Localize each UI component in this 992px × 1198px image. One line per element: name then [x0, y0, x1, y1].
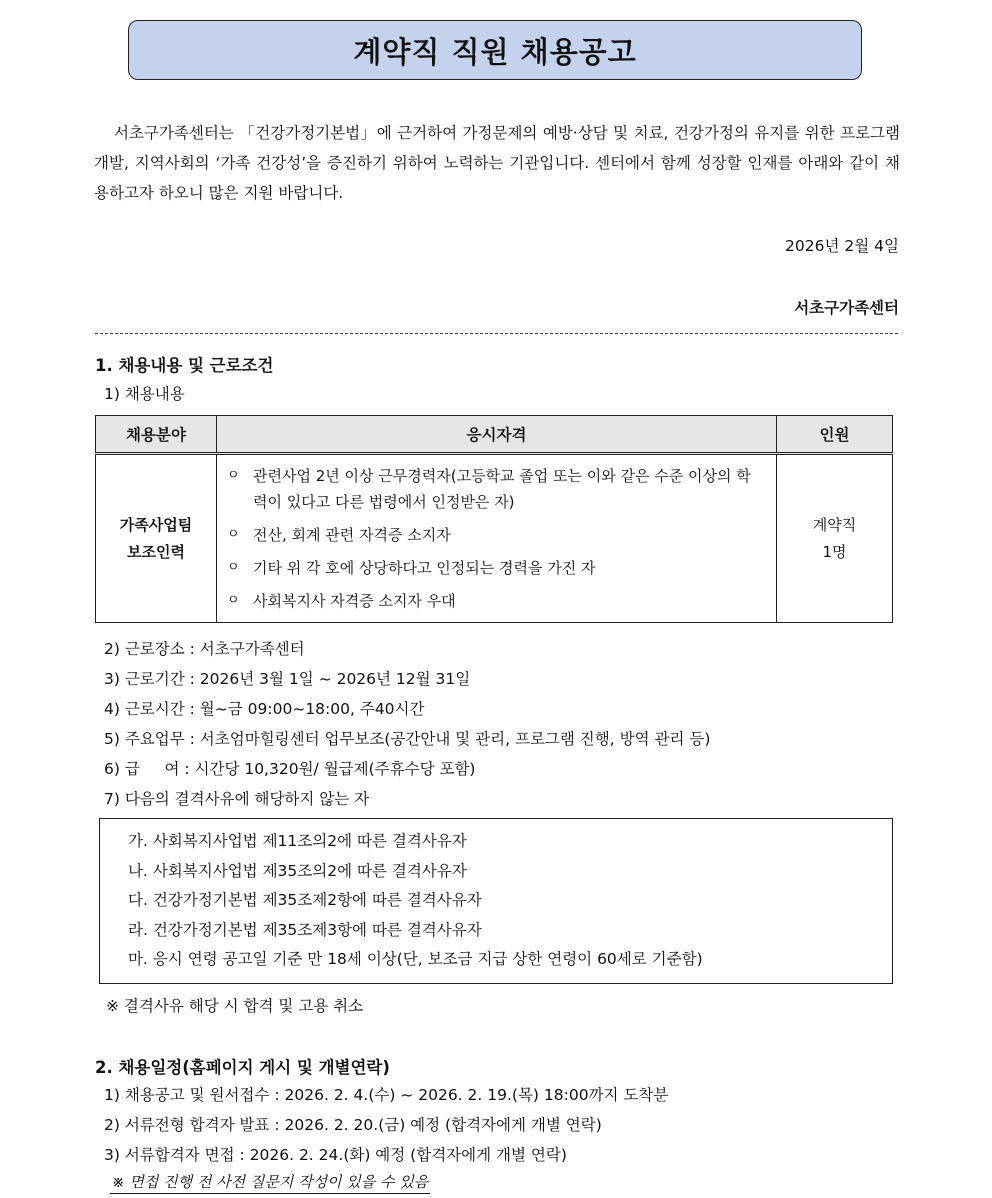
table-row: [96, 454, 893, 623]
organization-name: 서초구가족센터: [794, 299, 899, 317]
subsection-recruit-content: 1) 채용내용: [104, 385, 185, 403]
disqualification-item: 가. 사회복지사업법 제11조의2에 따른 결격사유자: [128, 832, 467, 850]
condition-item: 7) 다음의 결격사유에 해당하지 않는 자: [104, 790, 370, 808]
header-qualification: 응시자격: [217, 416, 777, 454]
header-field: 채용분야: [96, 416, 217, 454]
circle-bullet-icon: ㅇ: [227, 527, 240, 542]
circle-bullet-icon: ㅇ: [227, 468, 240, 483]
recruitment-table: [95, 415, 893, 623]
condition-item: 6) 급 여 : 시간당 10,320원/ 월급제(주휴수당 포함): [104, 760, 476, 778]
disqualification-item: 마. 응시 연령 공고일 기준 만 18세 이상(단, 보조금 지급 상한 연령이 60세로 기준함): [128, 950, 703, 968]
dashed-divider: [95, 333, 898, 334]
count-cell: [777, 454, 893, 623]
intro-paragraph: 서초구가족센터는 「건강가정기본법」에 근거하여 가정문제의 예방·상담 및 치료, 건강가정의 유지를 위한 프로그램 개발, 지역사회의 ‘가족 건강성’을 증진하기 위하여 노력하는 기관입니다. 센터에서 함께 성장할 인재를 아래와 같이 채용하고자 하오니 많은 지원 바랍니다.: [94, 124, 900, 202]
qualification-text: 전산, 회계 관련 자격증 소지자: [253, 526, 451, 544]
circle-bullet-icon: ㅇ: [227, 560, 240, 575]
count-line: 계약직: [812, 515, 857, 534]
interview-note: ※ 면접 진행 전 사전 질문지 작성이 있을 수 있음: [110, 1171, 430, 1194]
announcement-date: 2026년 2월 4일: [785, 237, 899, 255]
qualification-item: [227, 463, 762, 515]
qualification-text: 사회복지사 자격증 소지자 우대: [253, 592, 456, 610]
page-title: 계약직 직원 채용공고: [353, 34, 637, 69]
field-line: 보조인력: [127, 542, 185, 561]
section-1-heading: 1. 채용내용 및 근로조건: [95, 356, 274, 375]
schedule-item: 2) 서류전형 합격자 발표 : 2026. 2. 20.(금) 예정 (합격자에게 개별 연락): [104, 1116, 602, 1134]
circle-bullet-icon: ㅇ: [227, 593, 240, 608]
disqualification-note: ※ 결격사유 해당 시 합격 및 고용 취소: [106, 997, 364, 1015]
condition-item: 5) 주요업무 : 서초엄마힐링센터 업무보조(공간안내 및 관리, 프로그램 진행, 방역 관리 등): [104, 730, 711, 748]
table-header-row: [96, 416, 893, 454]
disqualification-box: [99, 818, 893, 984]
disqualification-item: 나. 사회복지사업법 제35조의2에 따른 결격사유자: [128, 861, 467, 880]
section-2-heading: 2. 채용일정(홈페이지 게시 및 개별연락): [95, 1058, 390, 1077]
count-line: 1명: [822, 542, 847, 561]
schedule-item: 3) 서류합격자 면접 : 2026. 2. 24.(화) 예정 (합격자에게 개별 연락): [104, 1146, 567, 1164]
header-count: 인원: [777, 416, 893, 454]
title-banner: [128, 20, 862, 80]
qualification-cell: [217, 454, 777, 623]
working-conditions-list: [104, 634, 710, 814]
qualification-text: 관련사업 2년 이상 근무경력자(고등학교 졸업 또는 이와 같은 수준 이상의 학력이 있다고 다른 법령에서 인정받은 자): [253, 467, 751, 511]
condition-item: 2) 근로장소 : 서초구가족센터: [104, 640, 305, 658]
disqualification-item: 라. 건강가정기본법 제35조제3항에 따른 결격사유자: [128, 920, 482, 939]
qualification-item: [227, 555, 762, 581]
disqualification-item: 다. 건강가정기본법 제35조제2항에 따른 결격사유자: [128, 891, 482, 909]
field-line: 가족사업팀: [119, 515, 193, 534]
qualification-item: [227, 522, 762, 548]
condition-item: 3) 근로기간 : 2026년 3월 1일 ~ 2026년 12월 31일: [104, 670, 471, 688]
schedule-list: [104, 1080, 668, 1170]
qualification-item: [227, 588, 762, 614]
qualification-text: 기타 위 각 호에 상당하다고 인정되는 경력을 가진 자: [253, 559, 596, 577]
field-cell: [96, 454, 217, 623]
condition-item: 4) 근로시간 : 월~금 09:00~18:00, 주40시간: [104, 700, 425, 718]
schedule-item: 1) 채용공고 및 원서접수 : 2026. 2. 4.(수) ~ 2026. 2. 19.(목) 18:00까지 도착분: [104, 1086, 669, 1104]
